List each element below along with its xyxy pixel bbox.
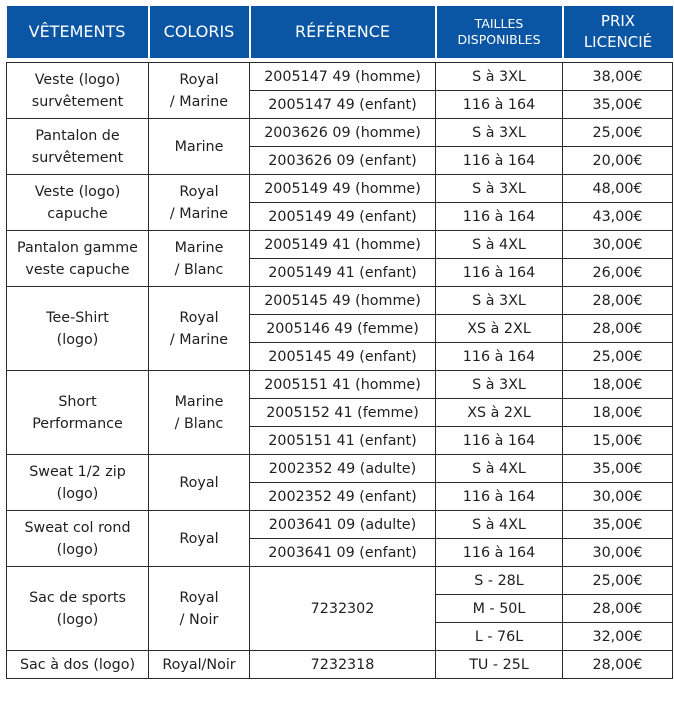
product-name-line: (logo) (56, 611, 99, 628)
header-tailles (436, 6, 563, 58)
color-cell (149, 455, 250, 511)
header-vetements: VÊTEMENTS (7, 6, 149, 58)
color-line: Royal (179, 589, 219, 606)
color-cell (149, 371, 250, 455)
table-row (7, 231, 673, 259)
color-line: Royal (179, 183, 219, 200)
size-cell: 116 à 164 (436, 203, 563, 231)
size-cell: S à 3XL (436, 63, 563, 91)
price-cell: 25,00€ (563, 343, 673, 371)
reference-cell: 2005149 41 (enfant) (250, 259, 436, 287)
color-line: Marine (174, 393, 224, 410)
table-row (7, 175, 673, 203)
product-name-line: Veste (logo) (34, 183, 121, 200)
table-body (7, 58, 673, 679)
product-name-line: Sweat col rond (24, 519, 131, 536)
size-cell: S à 3XL (436, 287, 563, 315)
reference-cell: 2005152 41 (femme) (250, 399, 436, 427)
reference-cell: 2005147 49 (enfant) (250, 91, 436, 119)
size-cell: TU - 25L (436, 651, 563, 679)
price-cell: 15,00€ (563, 427, 673, 455)
price-cell: 35,00€ (563, 455, 673, 483)
size-cell: M - 50L (436, 595, 563, 623)
size-cell: 116 à 164 (436, 343, 563, 371)
price-cell: 25,00€ (563, 119, 673, 147)
price-cell: 25,00€ (563, 567, 673, 595)
product-name-cell (7, 455, 149, 511)
reference-cell: 2003626 09 (homme) (250, 119, 436, 147)
size-cell: S à 4XL (436, 231, 563, 259)
size-cell: L - 76L (436, 623, 563, 651)
product-name-line: Performance (32, 415, 123, 432)
table-row (7, 371, 673, 399)
reference-cell: 2003626 09 (enfant) (250, 147, 436, 175)
color-cell (149, 511, 250, 567)
color-line: / Marine (169, 205, 229, 222)
size-cell: 116 à 164 (436, 539, 563, 567)
color-line: / Marine (169, 93, 229, 110)
product-name-line: (logo) (56, 541, 99, 558)
size-cell: XS à 2XL (436, 399, 563, 427)
color-cell (149, 63, 250, 119)
color-line: Royal/Noir (162, 656, 236, 673)
product-name-cell (7, 651, 149, 679)
price-cell: 35,00€ (563, 91, 673, 119)
table-row (7, 651, 673, 679)
product-name-line: Sac de sports (29, 589, 126, 606)
size-cell: 116 à 164 (436, 427, 563, 455)
price-cell: 30,00€ (563, 231, 673, 259)
header-row (7, 6, 673, 58)
product-name-line: (logo) (56, 485, 99, 502)
color-cell (149, 175, 250, 231)
color-line: Royal (179, 71, 219, 88)
size-cell: 116 à 164 (436, 259, 563, 287)
reference-cell: 7232318 (250, 651, 436, 679)
product-name-line: survêtement (31, 93, 124, 110)
header-prix (563, 6, 673, 58)
table-row (7, 287, 673, 315)
product-name-cell (7, 119, 149, 175)
size-cell: 116 à 164 (436, 483, 563, 511)
product-name-line: Veste (logo) (34, 71, 121, 88)
color-line: Marine (174, 138, 224, 155)
price-cell: 48,00€ (563, 175, 673, 203)
price-cell: 26,00€ (563, 259, 673, 287)
table-row (7, 511, 673, 539)
color-cell (149, 231, 250, 287)
table-header (7, 6, 673, 58)
product-name-cell (7, 567, 149, 651)
reference-cell: 2005145 49 (enfant) (250, 343, 436, 371)
price-cell: 32,00€ (563, 623, 673, 651)
size-cell: S - 28L (436, 567, 563, 595)
reference-cell: 2005149 49 (enfant) (250, 203, 436, 231)
reference-cell: 2005149 49 (homme) (250, 175, 436, 203)
price-cell: 18,00€ (563, 399, 673, 427)
size-cell: S à 3XL (436, 371, 563, 399)
reference-cell: 2005146 49 (femme) (250, 315, 436, 343)
color-line: / Marine (169, 331, 229, 348)
color-cell (149, 651, 250, 679)
table-row (7, 63, 673, 91)
price-cell: 30,00€ (563, 539, 673, 567)
product-name-cell (7, 287, 149, 371)
header-tailles-line2: DISPONIBLES (457, 32, 541, 47)
header-tailles-line1: TAILLES (474, 16, 524, 31)
size-cell: S à 3XL (436, 119, 563, 147)
reference-cell: 2002352 49 (enfant) (250, 483, 436, 511)
price-cell: 35,00€ (563, 511, 673, 539)
table-row (7, 455, 673, 483)
product-name-line: (logo) (56, 331, 99, 348)
table-row (7, 567, 673, 595)
table-row (7, 119, 673, 147)
product-name-line: Sac à dos (logo) (19, 656, 136, 673)
price-table (6, 6, 673, 679)
color-cell (149, 287, 250, 371)
product-name-cell (7, 231, 149, 287)
color-cell (149, 567, 250, 651)
size-cell: S à 4XL (436, 511, 563, 539)
size-cell: S à 4XL (436, 455, 563, 483)
size-cell: 116 à 164 (436, 147, 563, 175)
header-coloris: COLORIS (149, 6, 250, 58)
product-name-line: survêtement (31, 149, 124, 166)
color-line: Royal (179, 474, 219, 491)
color-line: Marine (174, 239, 224, 256)
price-cell: 28,00€ (563, 315, 673, 343)
reference-cell: 2002352 49 (adulte) (250, 455, 436, 483)
product-name-cell (7, 175, 149, 231)
price-cell: 43,00€ (563, 203, 673, 231)
color-line: Royal (179, 530, 219, 547)
color-cell (149, 119, 250, 175)
color-line: / Noir (179, 611, 219, 628)
color-line: / Blanc (174, 261, 224, 278)
price-cell: 30,00€ (563, 483, 673, 511)
price-cell: 20,00€ (563, 147, 673, 175)
header-prix-line2: LICENCIÉ (583, 33, 653, 51)
product-name-line: veste capuche (25, 261, 130, 278)
size-cell: S à 3XL (436, 175, 563, 203)
price-cell: 28,00€ (563, 651, 673, 679)
product-name-line: Pantalon de (35, 127, 120, 144)
color-line: Royal (179, 309, 219, 326)
color-line: / Blanc (174, 415, 224, 432)
product-name-line: Pantalon gamme (17, 239, 138, 256)
price-cell: 18,00€ (563, 371, 673, 399)
header-prix-line1: PRIX (600, 12, 636, 30)
size-cell: 116 à 164 (436, 91, 563, 119)
product-name-line: capuche (47, 205, 108, 222)
price-cell: 28,00€ (563, 287, 673, 315)
reference-cell: 2005151 41 (homme) (250, 371, 436, 399)
reference-cell: 2005149 41 (homme) (250, 231, 436, 259)
product-name-line: Tee-Shirt (46, 309, 109, 326)
header-reference: RÉFÉRENCE (250, 6, 436, 58)
reference-cell: 2003641 09 (enfant) (250, 539, 436, 567)
product-name-cell (7, 63, 149, 119)
price-cell: 38,00€ (563, 63, 673, 91)
product-name-cell (7, 371, 149, 455)
size-cell: XS à 2XL (436, 315, 563, 343)
reference-cell: 2005147 49 (homme) (250, 63, 436, 91)
reference-cell: 2003641 09 (adulte) (250, 511, 436, 539)
reference-cell: 2005145 49 (homme) (250, 287, 436, 315)
reference-cell: 2005151 41 (enfant) (250, 427, 436, 455)
product-name-line: Sweat 1/2 zip (29, 463, 126, 480)
price-cell: 28,00€ (563, 595, 673, 623)
reference-cell: 7232302 (250, 567, 436, 651)
product-name-line: Short (58, 393, 97, 410)
product-name-cell (7, 511, 149, 567)
